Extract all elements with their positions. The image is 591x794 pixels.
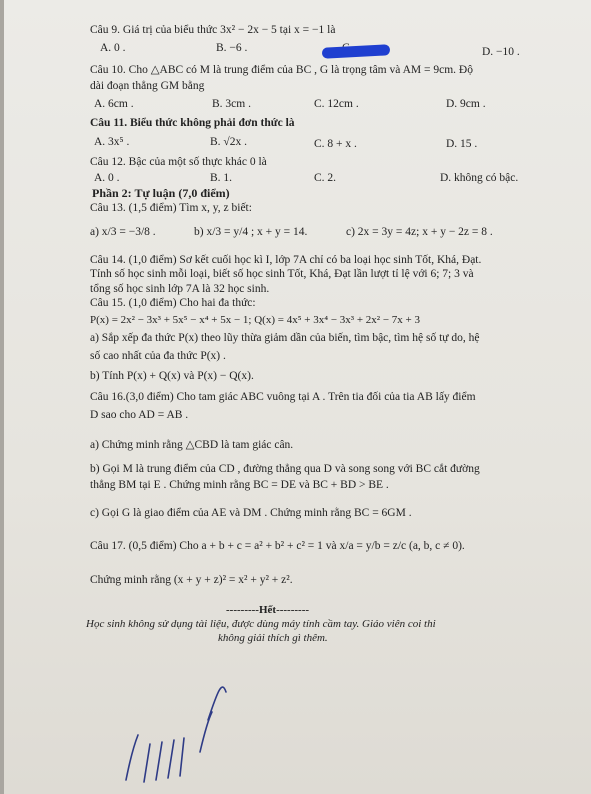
q11-option-b: B. √2x . [210, 136, 247, 148]
q14-line2: Tính số học sinh mỗi loại, biết số học sinh Tốt, Khá, Đạt lần lượt tỉ lệ với 6; 7; 3 và [90, 268, 474, 280]
scribble-stroke [180, 738, 184, 776]
q12-option-c: C. 2. [314, 172, 337, 184]
scribble-stroke [126, 735, 138, 780]
part2-heading: Phần 2: Tự luận (7,0 điểm) [92, 186, 230, 200]
q14-line3: tổng số học sinh lớp 7A là 32 học sinh. [90, 283, 270, 295]
q16-part-b-cont: thẳng BM tại E . Chứng minh rằng BC = DE và BC + BD > BE . [90, 479, 389, 491]
footer-note-line2: không giải thích gì thêm. [218, 632, 328, 644]
footer-note-line1: Học sinh không sử dụng tài liệu, được dùng máy tính cầm tay. Giáo viên coi thi [86, 618, 436, 630]
q16-line2: D sao cho AD = AB . [90, 409, 189, 421]
scribble-stroke [200, 712, 212, 752]
end-marker: ---------Hết--------- [226, 604, 310, 616]
q15-line1: Câu 15. (1,0 điểm) Cho hai đa thức: [90, 297, 256, 309]
q11-option-c: C. 8 + x . [314, 138, 357, 150]
q10-line1: Câu 10. Cho △ABC có M là trung điểm của BC , G là trọng tâm và AM = 9cm. Độ [90, 64, 473, 76]
q10-option-c: C. 12cm . [314, 98, 359, 110]
q9-option-a: A. 0 . [100, 42, 126, 54]
q11-option-a: A. 3x⁵ . [94, 136, 130, 148]
q16-part-b: b) Gọi M là trung điểm của CD , đường thẳng qua D và song song với BC cắt đường [90, 463, 480, 475]
q16-part-c: c) Gọi G là giao điểm của AE và DM . Chứng minh rằng BC = 6GM . [90, 507, 412, 519]
q13-part-c: c) 2x = 3y = 4z; x + y − 2z = 8 . [346, 226, 493, 238]
scribble-stroke [156, 742, 162, 780]
q12-option-b: B. 1. [210, 172, 233, 184]
q15-part-b: b) Tính P(x) + Q(x) và P(x) − Q(x). [90, 370, 254, 382]
q16-part-a: a) Chứng minh rằng △CBD là tam giác cân. [90, 439, 294, 451]
q11-option-d: D. 15 . [446, 138, 478, 150]
q17-line1: Câu 17. (0,5 điểm) Cho a + b + c = a² + b² + c² = 1 và x/a = y/b = z/c (a, b, c ≠ 0). [90, 540, 465, 552]
q15-part-a-cont: số cao nhất của đa thức P(x) . [90, 350, 226, 362]
q11-text: Câu 11. Biểu thức không phải đơn thức là [90, 117, 295, 129]
q13-part-b: b) x/3 = y/4 ; x + y = 14. [194, 226, 308, 238]
q12-option-d: D. không có bậc. [440, 172, 519, 184]
q14-line1: Câu 14. (1,0 điểm) Sơ kết cuối học kì I, lớp 7A chỉ có ba loại học sinh Tốt, Khá, Đạt. [90, 254, 482, 266]
q9-option-b: B. −6 . [216, 42, 248, 54]
q13-text: Câu 13. (1,5 điểm) Tìm x, y, z biết: [90, 202, 252, 214]
q10-line2: dài đoạn thẳng GM bằng [90, 80, 205, 92]
q12-text: Câu 12. Bậc của một số thực khác 0 là [90, 156, 267, 168]
q13-part-a: a) x/3 = −3/8 . [90, 226, 156, 238]
q12-option-a: A. 0 . [94, 172, 120, 184]
scribble-stroke [144, 744, 150, 782]
q15-part-a: a) Sắp xếp đa thức P(x) theo lũy thừa giảm dần của biến, tìm bậc, tìm hệ số tự do, hệ [90, 332, 480, 344]
q9-text: Câu 9. Giá trị của biểu thức 3x² − 2x − 5 tại x = −1 là [90, 24, 336, 36]
handwritten-scribbles [4, 0, 591, 794]
q9-option-d: D. −10 . [482, 46, 520, 58]
exam-paper [4, 0, 591, 794]
q10-option-a: A. 6cm . [94, 98, 134, 110]
q10-option-b: B. 3cm . [212, 98, 251, 110]
q10-option-d: D. 9cm . [446, 98, 486, 110]
q17-line2: Chứng minh rằng (x + y + z)² = x² + y² + z². [90, 574, 293, 586]
scribble-stroke [168, 740, 174, 778]
q15-polynomials: P(x) = 2x² − 3x³ + 5x⁵ − x⁴ + 5x − 1; Q(x) = 4x⁵ + 3x⁴ − 3x³ + 2x² − 7x + 3 [90, 314, 420, 326]
q16-line1: Câu 16.(3,0 điểm) Cho tam giác ABC vuông tại A . Trên tia đối của tia AB lấy điểm [90, 391, 476, 403]
